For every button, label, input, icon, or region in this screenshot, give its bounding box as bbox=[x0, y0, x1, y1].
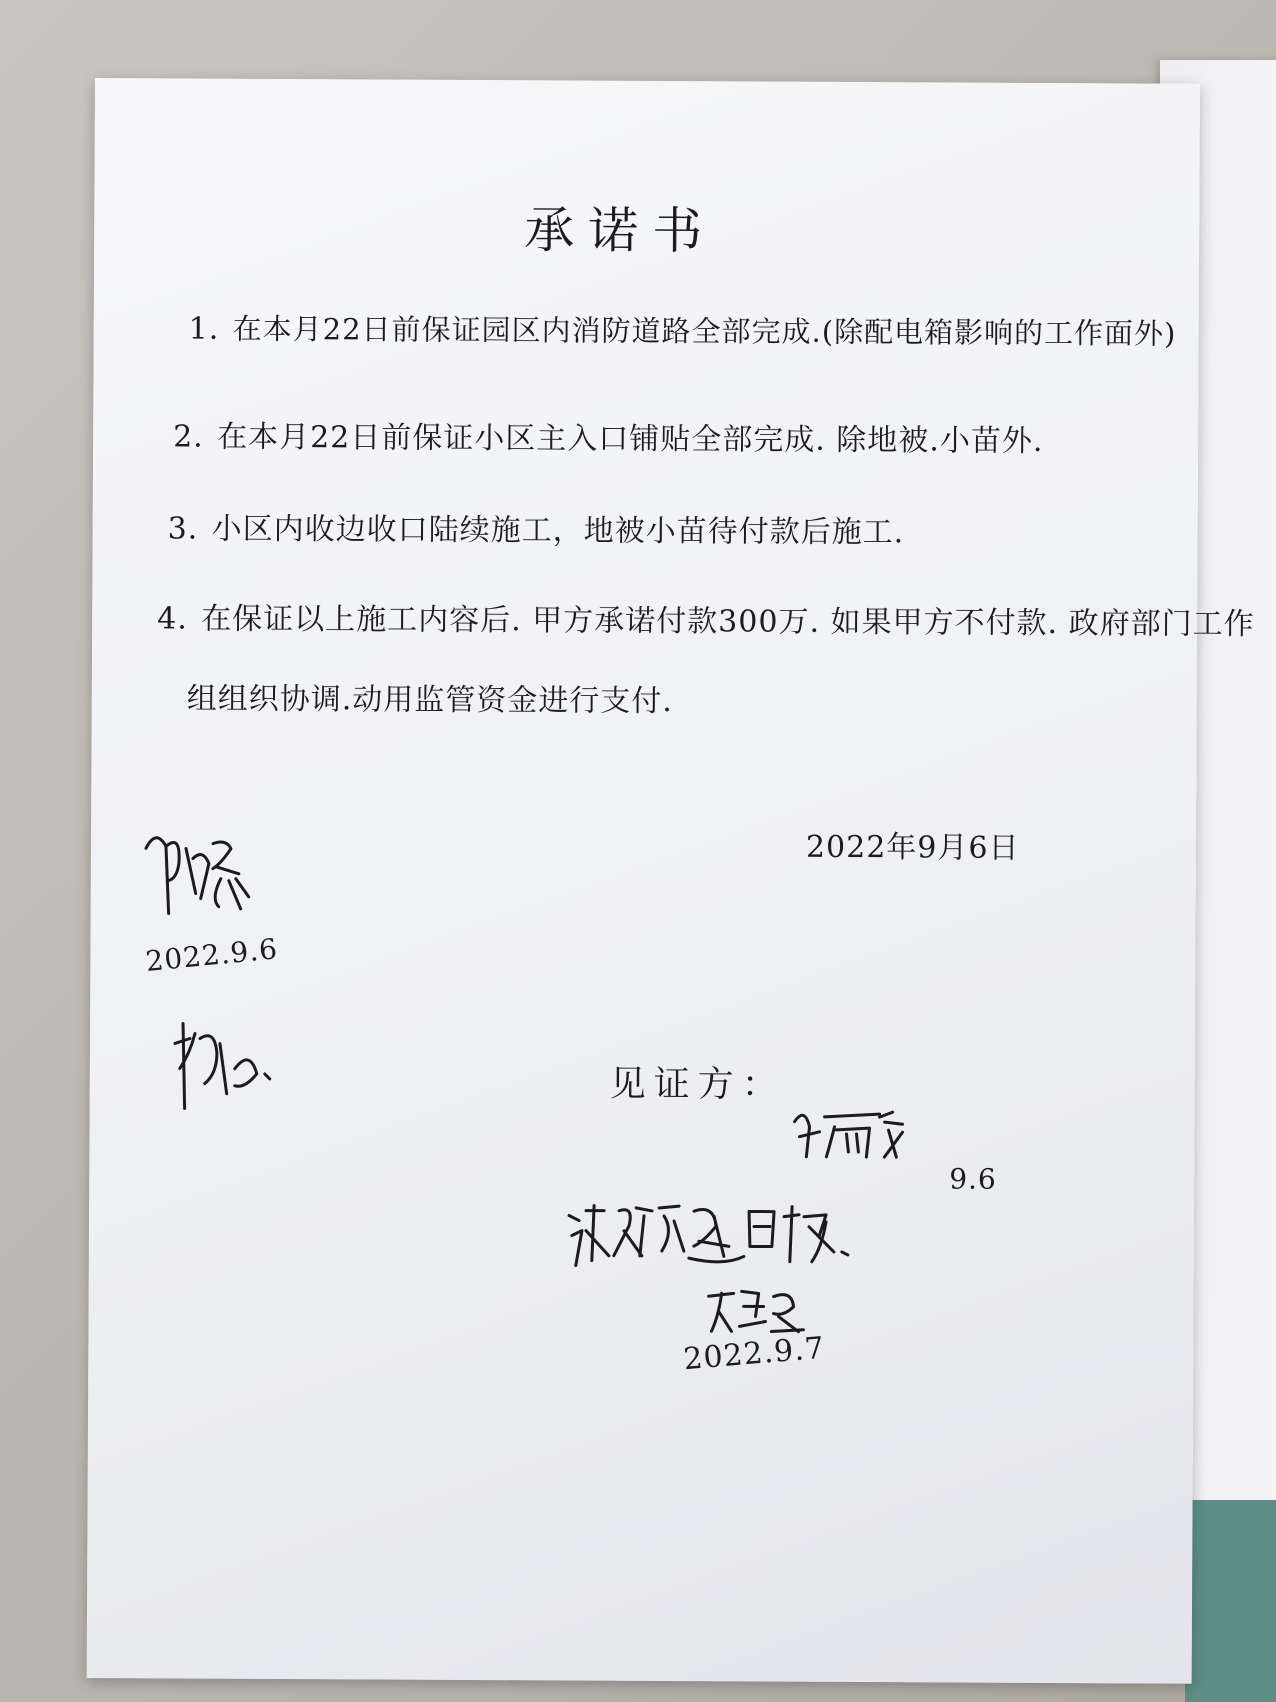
list-item bbox=[189, 306, 1177, 352]
document-paper bbox=[87, 78, 1255, 1684]
signature-2 bbox=[165, 1013, 286, 1124]
witness-date: 9.6 bbox=[949, 1162, 997, 1196]
list-item bbox=[168, 503, 905, 551]
endorsement-handwriting bbox=[564, 1195, 854, 1282]
signature-1 bbox=[141, 818, 272, 929]
endorser-date: 2022.9.7 bbox=[682, 1330, 827, 1378]
item-text: 在本月22日前保证园区内消防道路全部完成.(除配电箱影响的工作面外) bbox=[232, 311, 1177, 351]
item-text: 组组织协调.动用监管资金进行支付. bbox=[186, 681, 673, 720]
witness-signature bbox=[784, 1102, 914, 1183]
document-date: 2022年9月6日 bbox=[805, 829, 1020, 866]
item-number: 2. bbox=[173, 419, 204, 455]
list-item bbox=[157, 593, 1255, 643]
signature-1-date: 2022.9.6 bbox=[144, 932, 280, 979]
list-item-continuation bbox=[187, 673, 673, 720]
item-text: 在本月22日前保证小区主入口铺贴全部完成. 除地被.小苗外. bbox=[217, 419, 1044, 459]
document-title: 承诺书 bbox=[524, 201, 717, 261]
list-item bbox=[173, 411, 1044, 460]
item-text: 小区内收边收口陆续施工，地被小苗待付款后施工. bbox=[211, 511, 905, 551]
item-number: 1. bbox=[188, 311, 220, 347]
witness-label: 见证方： bbox=[609, 1063, 786, 1106]
item-text: 在保证以上施工内容后. 甲方承诺付款300万. 如果甲方不付款. 政府部门工作 bbox=[201, 601, 1255, 643]
teal-background-patch bbox=[1185, 1500, 1276, 1702]
item-number: 4. bbox=[157, 601, 188, 637]
item-number: 3. bbox=[167, 511, 199, 547]
